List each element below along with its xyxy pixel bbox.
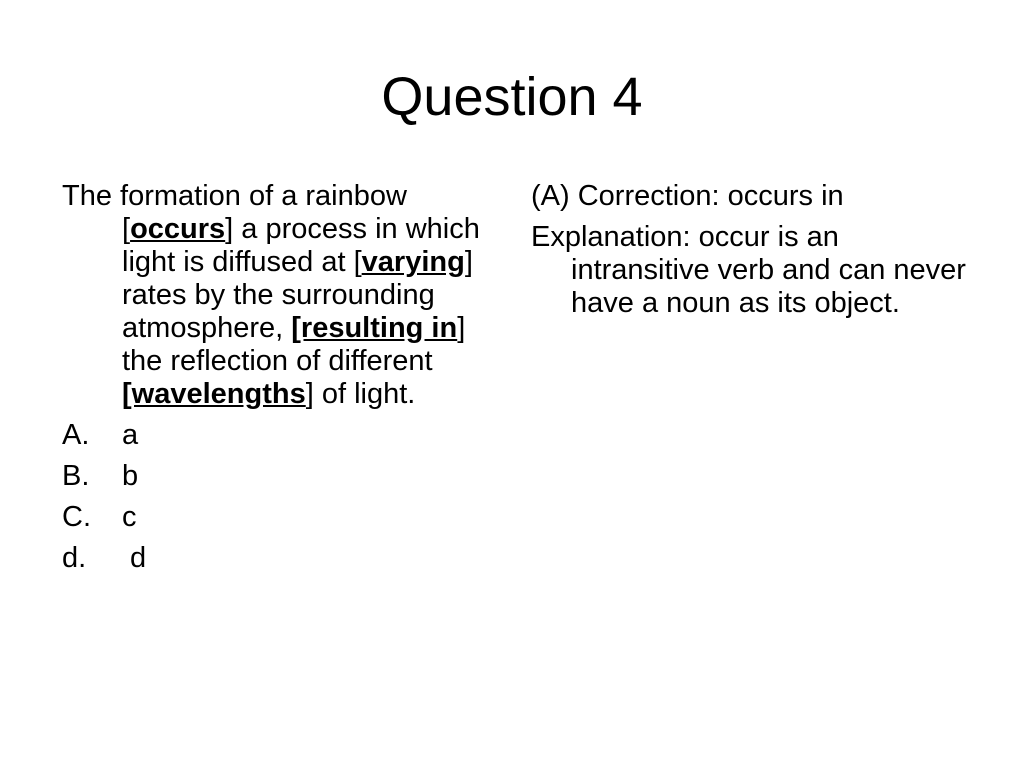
question-text-part-4: ] the reflection of different	[122, 312, 466, 377]
option-b	[62, 460, 492, 493]
option-c	[62, 501, 492, 534]
option-d	[62, 542, 492, 575]
keyword-occurs: occurs	[130, 213, 226, 245]
option-letter: A.	[62, 419, 90, 451]
option-letter: d.	[62, 542, 87, 574]
option-text: c	[122, 501, 137, 533]
answer-column	[531, 180, 971, 328]
answer-explanation: Explanation: occur is an intransitive verb and can never have a noun as its object.	[531, 221, 966, 319]
question-text	[62, 180, 492, 411]
option-letter: C.	[62, 501, 91, 533]
option-text: a	[122, 419, 139, 451]
option-letter: B.	[62, 460, 90, 492]
keyword-varying: varying	[361, 246, 465, 278]
answer-correction: (A) Correction: occurs in	[531, 180, 844, 212]
keyword-resulting-in: [resulting in	[291, 312, 458, 344]
question-text-part-3: ] rates by the surrounding atmosphere,	[122, 246, 473, 344]
option-a	[62, 419, 492, 452]
keyword-wavelengths: [wavelengths	[122, 378, 306, 410]
question-column	[62, 180, 492, 583]
option-text: d	[130, 542, 147, 574]
question-text-part-2: ] a process in which light is diffused at [	[122, 213, 480, 278]
option-text: b	[122, 460, 139, 492]
question-text-part-5: ] of light.	[305, 378, 416, 410]
slide-title: Question 4	[381, 67, 643, 127]
question-text-part-1: The formation of a rainbow [	[62, 180, 407, 245]
